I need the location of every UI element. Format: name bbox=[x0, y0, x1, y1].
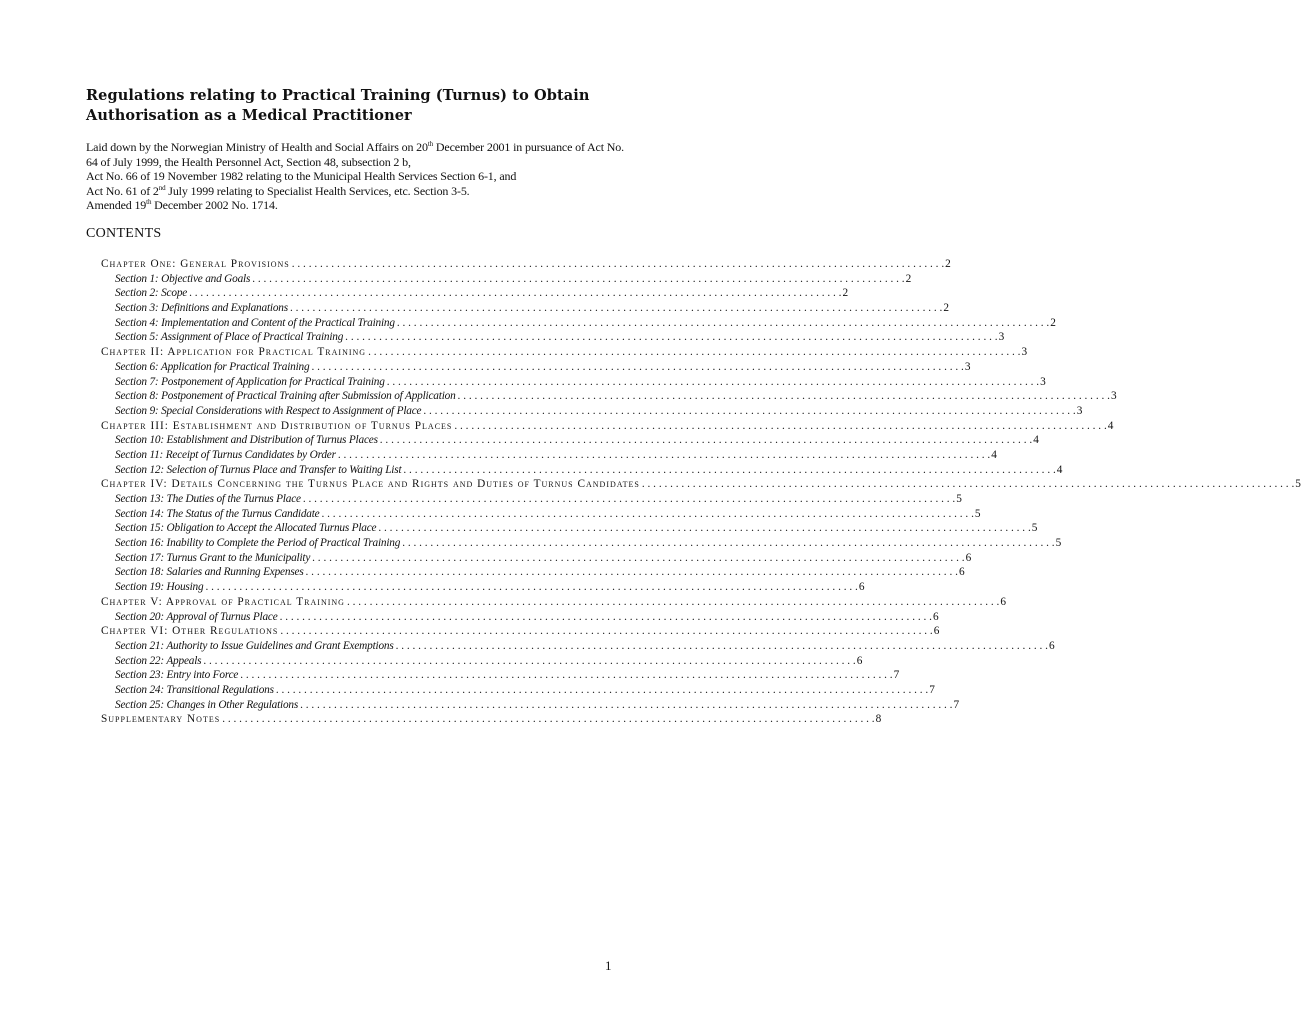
toc-entry-label: Section 20: Approval of Turnus Place bbox=[115, 610, 278, 623]
toc-entry-label: Section 5: Assignment of Place of Practical Training bbox=[115, 331, 344, 344]
toc-entry-label: Section 3: Definitions and Explanations bbox=[115, 302, 288, 315]
toc-entry-label: Section 16: Inability to Complete the Period of Practical Training bbox=[115, 537, 401, 550]
toc-section-entry[interactable] bbox=[101, 390, 1117, 405]
toc-page-number: 6 bbox=[1000, 595, 1007, 608]
toc-page-number: 4 bbox=[991, 448, 997, 461]
toc-section-entry[interactable] bbox=[101, 404, 1083, 420]
toc-section-entry[interactable] bbox=[101, 654, 863, 670]
toc-chapter-entry[interactable] bbox=[101, 595, 1007, 611]
toc-dot-leader bbox=[252, 273, 904, 285]
toc-dot-leader bbox=[205, 581, 857, 593]
toc-dot-leader bbox=[387, 376, 1039, 388]
toc-entry-label: Section 19: Housing bbox=[115, 581, 204, 594]
toc-page-number: 2 bbox=[945, 258, 951, 270]
toc-page-number: 6 bbox=[958, 566, 965, 579]
toc-section-entry[interactable] bbox=[101, 331, 1005, 346]
toc-page-number: 6 bbox=[858, 581, 865, 594]
toc-dot-leader bbox=[280, 611, 932, 623]
intro-line-4: Amended 19th December 2002 No. 1714. bbox=[86, 198, 278, 212]
toc-dot-leader bbox=[345, 331, 997, 343]
toc-dot-leader bbox=[292, 258, 944, 270]
toc-page-number: 2 bbox=[905, 272, 912, 285]
toc-dot-leader bbox=[312, 552, 964, 564]
toc-page-number: 2 bbox=[842, 287, 849, 300]
toc-entry-label: Section 2: Scope bbox=[115, 287, 188, 300]
toc-chapter-entry[interactable] bbox=[101, 625, 940, 640]
toc-dot-leader bbox=[222, 713, 874, 725]
toc-dot-leader bbox=[642, 478, 1294, 490]
toc-section-entry[interactable] bbox=[101, 581, 865, 596]
intro-line-3: Act No. 61 of 2nd July 1999 relating to Specialist Health Services, etc. Section 3-5. bbox=[86, 183, 470, 198]
toc-entry-label: Section 23: Entry into Force bbox=[115, 669, 239, 682]
toc-page-number: 6 bbox=[933, 625, 940, 638]
toc-page-number: 4 bbox=[1107, 419, 1114, 432]
toc-dot-leader bbox=[276, 684, 928, 696]
toc-entry-label: Section 13: The Duties of the Turnus Place bbox=[115, 493, 301, 505]
document-title bbox=[86, 86, 646, 126]
toc-dot-leader bbox=[189, 287, 841, 299]
toc-page-number: 4 bbox=[1056, 463, 1063, 476]
toc-entry-label: Section 11: Receipt of Turnus Candidates by Order bbox=[115, 448, 336, 461]
toc-section-entry[interactable] bbox=[101, 610, 939, 626]
toc-section-entry[interactable] bbox=[101, 463, 1063, 479]
intro-paragraph bbox=[86, 140, 634, 213]
toc-dot-leader bbox=[300, 699, 952, 711]
toc-entry-label: Chapter III: Establishment and Distribution of Turnus Places bbox=[101, 419, 453, 432]
toc-page-number: 7 bbox=[953, 698, 960, 711]
toc-section-entry[interactable] bbox=[101, 698, 960, 714]
toc-section-entry[interactable] bbox=[101, 683, 935, 699]
toc-section-entry[interactable] bbox=[101, 537, 1062, 552]
toc-dot-leader bbox=[290, 302, 942, 314]
toc-section-entry[interactable] bbox=[101, 434, 1039, 449]
toc-entry-label: Section 24: Transitional Regulations bbox=[115, 683, 274, 696]
toc-page-number: 4 bbox=[1033, 434, 1039, 447]
toc-entry-label: Chapter V: Approval of Practical Training bbox=[101, 595, 345, 608]
toc-entry-label: Section 25: Changes in Other Regulations bbox=[115, 698, 299, 711]
toc-section-entry[interactable] bbox=[101, 507, 981, 523]
toc-dot-leader bbox=[368, 346, 1020, 358]
toc-page-number: 3 bbox=[964, 360, 971, 373]
toc-section-entry[interactable] bbox=[101, 272, 912, 288]
toc-entry-label: Section 6: Application for Practical Training bbox=[115, 360, 310, 373]
toc-page-number: 3 bbox=[998, 331, 1005, 344]
toc-entry-label: Section 10: Establishment and Distribution of Turnus Places bbox=[115, 434, 378, 447]
contents-heading: CONTENTS bbox=[86, 226, 162, 241]
toc-section-entry[interactable] bbox=[101, 375, 1046, 391]
toc-dot-leader bbox=[380, 434, 1032, 446]
toc-page-number: 5 bbox=[1055, 537, 1062, 550]
toc-page-number: 3 bbox=[1040, 375, 1046, 388]
toc-entry-label: Section 12: Selection of Turnus Place and Transfer to Waiting List bbox=[115, 463, 402, 476]
toc-section-entry[interactable] bbox=[101, 551, 972, 567]
toc-page-number: 6 bbox=[1048, 639, 1055, 652]
toc-dot-leader bbox=[203, 655, 855, 667]
toc-chapter-entry[interactable] bbox=[101, 478, 1301, 493]
toc-entry-label: Section 15: Obligation to Accept the Allocated Turnus Place bbox=[115, 522, 377, 535]
page-number: 1 bbox=[605, 958, 612, 973]
toc-page-number: 2 bbox=[943, 302, 949, 315]
title-line-1: Regulations relating to Practical Training (Turnus) to Obtain bbox=[86, 87, 590, 104]
intro-line-1: Laid down by the Norwegian Ministry of Health and Social Affairs on 20th December 2001 in pursuance of Act No. 64 of July 1999, the Health Personnel Act, Section 48, subsection 2 b, bbox=[86, 140, 624, 169]
toc-dot-leader bbox=[454, 420, 1106, 432]
toc-section-entry[interactable] bbox=[101, 287, 849, 302]
toc-dot-leader bbox=[240, 669, 892, 681]
toc-page-number: 3 bbox=[1076, 404, 1083, 417]
toc-section-entry[interactable] bbox=[101, 669, 900, 684]
toc-dot-leader bbox=[402, 537, 1054, 549]
toc-section-entry[interactable] bbox=[101, 360, 971, 376]
toc-page-number: 5 bbox=[974, 507, 981, 520]
toc-dot-leader bbox=[306, 566, 958, 578]
toc-section-entry[interactable] bbox=[101, 493, 962, 508]
toc-dot-leader bbox=[397, 317, 1049, 329]
toc-dot-leader bbox=[378, 522, 1030, 534]
toc-entry-label: Section 22: Appeals bbox=[115, 654, 202, 667]
toc-page-number: 8 bbox=[875, 713, 882, 726]
toc-page-number: 3 bbox=[1021, 346, 1028, 359]
toc-dot-leader bbox=[322, 508, 974, 520]
toc-chapter-entry[interactable] bbox=[101, 258, 951, 273]
toc-entry-label: Supplementary Notes bbox=[101, 713, 221, 726]
title-line-2: Authorisation as a Medical Practitioner bbox=[86, 107, 412, 124]
toc-entry-label: Section 7: Postponement of Application for Practical Training bbox=[115, 375, 385, 388]
toc-chapter-entry[interactable] bbox=[101, 346, 1028, 361]
toc-entry-label: Section 8: Postponement of Practical Training after Submission of Application bbox=[115, 390, 456, 403]
toc-dot-leader bbox=[458, 390, 1110, 402]
toc-entry-label: Chapter One: General Provisions bbox=[101, 258, 290, 270]
toc-entry-label: Section 17: Turnus Grant to the Municipality bbox=[115, 551, 311, 564]
toc-section-entry[interactable] bbox=[101, 448, 997, 464]
toc-section-entry[interactable] bbox=[101, 522, 1038, 537]
toc-page-number: 2 bbox=[1050, 316, 1056, 329]
toc-page-number: 7 bbox=[929, 683, 935, 696]
toc-entry-label: Chapter VI: Other Regulations bbox=[101, 625, 279, 638]
toc-entry-label: Section 4: Implementation and Content of the Practical Training bbox=[115, 316, 395, 329]
toc-dot-leader bbox=[423, 405, 1075, 417]
toc-dot-leader bbox=[303, 493, 955, 505]
toc-page-number: 5 bbox=[956, 493, 962, 505]
toc-chapter-entry[interactable] bbox=[101, 713, 882, 728]
toc-section-entry[interactable] bbox=[101, 302, 949, 317]
toc-entry-label: Section 1: Objective and Goals bbox=[115, 272, 251, 285]
toc-dot-leader bbox=[396, 640, 1048, 652]
toc-dot-leader bbox=[403, 464, 1055, 476]
intro-line-2: Act No. 66 of 19 November 1982 relating to the Municipal Health Services Section 6-1, and bbox=[86, 169, 517, 183]
toc-section-entry[interactable] bbox=[101, 639, 1055, 655]
toc-page-number: 6 bbox=[856, 654, 863, 667]
toc-entry-label: Chapter II: Application for Practical Training bbox=[101, 346, 367, 359]
toc-entry-label: Section 21: Authority to Issue Guidelines and Grant Exemptions bbox=[115, 639, 394, 652]
toc-page-number: 7 bbox=[893, 669, 900, 682]
table-of-contents bbox=[101, 258, 1301, 728]
toc-page-number: 5 bbox=[1295, 478, 1301, 491]
toc-dot-leader bbox=[311, 361, 963, 373]
toc-dot-leader bbox=[347, 596, 999, 608]
toc-dot-leader bbox=[338, 449, 990, 461]
toc-section-entry[interactable] bbox=[101, 316, 1056, 332]
toc-page-number: 3 bbox=[1110, 390, 1117, 403]
toc-entry-label: Section 14: The Status of the Turnus Candidate bbox=[115, 507, 320, 520]
toc-page-number: 6 bbox=[965, 551, 972, 564]
toc-entry-label: Section 18: Salaries and Running Expenses bbox=[115, 566, 304, 579]
toc-chapter-entry[interactable] bbox=[101, 419, 1114, 435]
toc-page-number: 5 bbox=[1031, 522, 1038, 535]
toc-entry-label: Chapter IV: Details Concerning the Turnus Place and Rights and Duties of Turnus Candidates bbox=[101, 478, 640, 491]
toc-page-number: 6 bbox=[932, 610, 939, 623]
toc-entry-label: Section 9: Special Considerations with Respect to Assignment of Place bbox=[115, 404, 422, 417]
toc-dot-leader bbox=[280, 625, 932, 637]
toc-section-entry[interactable] bbox=[101, 566, 965, 581]
